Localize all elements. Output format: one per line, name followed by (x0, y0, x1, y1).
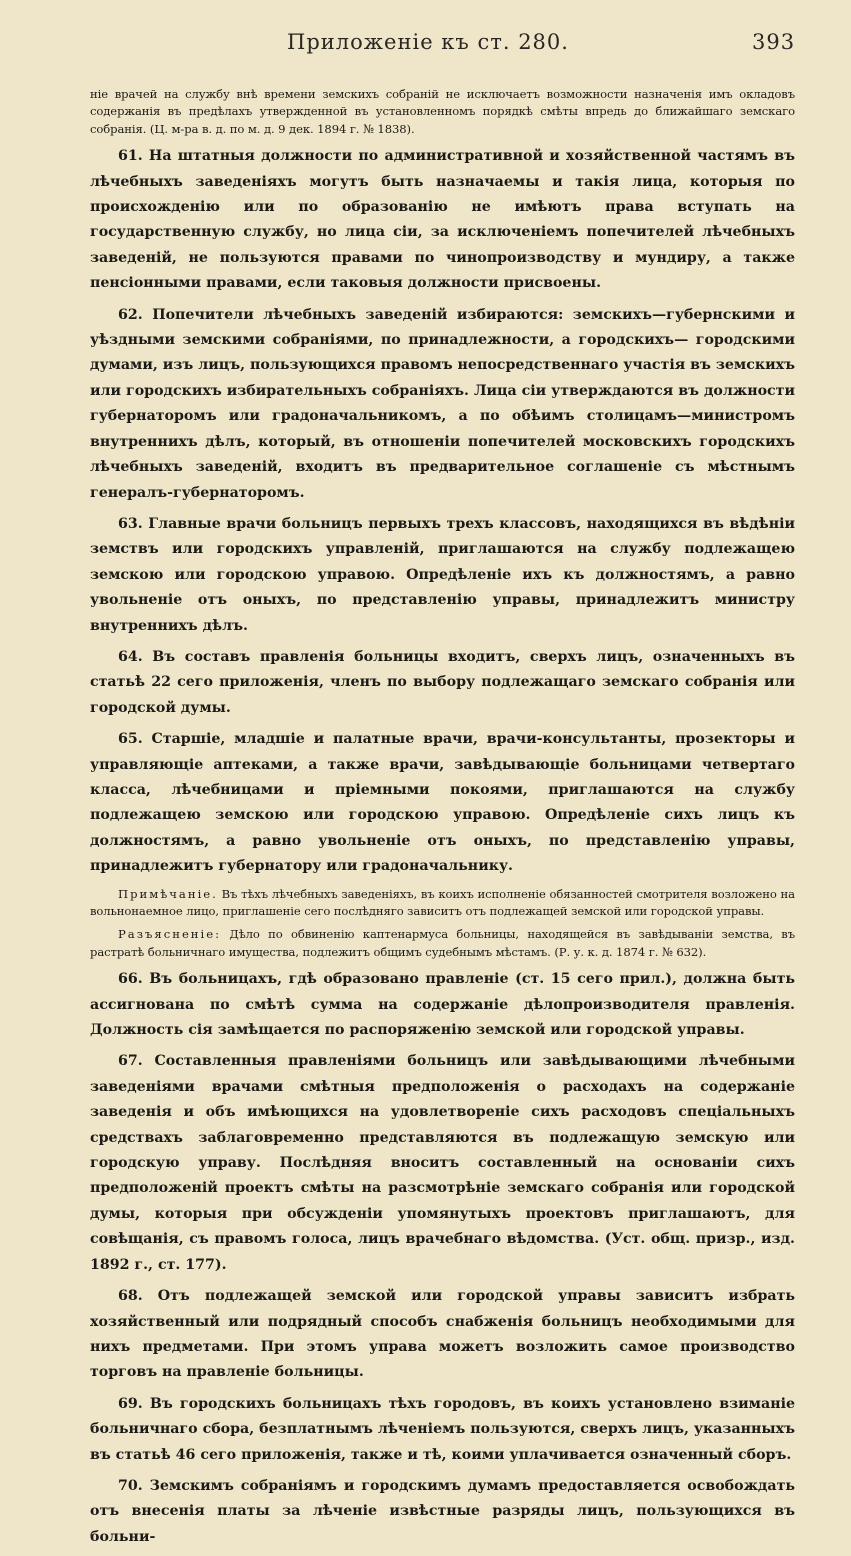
article-number: 69. (118, 1395, 143, 1412)
article-66 (90, 967, 795, 1043)
article-61 (90, 144, 795, 296)
article-62 (90, 303, 795, 506)
note-text: Въ тѣхъ лѣчебныхъ заведеніяхъ, въ коихъ исполненіе обязанностей смотрителя возложено на вольнонаемное лицо, приглашеніе сего послѣдняго зависитъ отъ подлежащей земской или городской управы. (90, 886, 795, 918)
running-title: Приложеніе къ ст. 280. (287, 30, 569, 54)
article-text: Составленныя правленіями больницъ или завѣдывающими лѣчебными заведеніями врачами смѣтныя предположенія о расходахъ на содержаніе заведенія и объ имѣющихся на удовлетвореніе сихъ расходовъ спеціальныхъ средствахъ заблаговременно представляются въ подлежащую земскую или городскую управу. Послѣдняя вноситъ составленный на основаніи сихъ предположеній проектъ смѣты на разсмотрѣніе земскаго собранія или городской думы, которыя при обсужденіи упомянутыхъ проектовъ приглашаютъ, для совѣщанія, съ правомъ голоса, лицъ врачебнаго вѣдомства. (Уст. общ. призр., изд. 1892 г., ст. 177). (90, 1053, 795, 1273)
article-number: 70. (118, 1477, 143, 1494)
article-text: Въ больницахъ, гдѣ образовано правленіе (ст. 15 сего прил.), должна быть ассигнована по смѣтѣ сумма на содержаніе дѣлопроизводителя правленія. Должность сія замѣщается по распоряженію земской или городской управы. (90, 971, 795, 1039)
page-body (90, 86, 795, 1556)
article-number: 61. (118, 148, 143, 165)
paragraph-continuation (90, 86, 795, 138)
article-text: Земскимъ собраніямъ и городскимъ думамъ предоставляется освобождать отъ внесенія платы за лѣченіе извѣстные разряды лицъ, пользующихся въ больни- (90, 1477, 795, 1545)
note-razyasnenie (90, 926, 795, 961)
running-header (0, 30, 851, 64)
article-number: 65. (118, 731, 143, 748)
article-number: 67. (118, 1053, 143, 1070)
article-number: 63. (118, 515, 143, 532)
article-number: 64. (118, 648, 143, 665)
article-text: Въ составъ правленія больницы входитъ, сверхъ лицъ, означенныхъ въ статьѣ 22 сего приложенія, членъ по выбору подлежащаго земскаго собранія или городской думы. (90, 648, 795, 716)
note-text: Дѣло по обвиненію каптенармуса больницы, находящейся въ завѣдываніи земства, въ растратѣ больничнаго имущества, подлежитъ общимъ судебнымъ мѣстамъ. (Р. у. к. д. 1874 г. № 632). (90, 927, 795, 959)
article-68 (90, 1284, 795, 1386)
note-label: Примѣчаніе. (118, 886, 218, 901)
article-number: 62. (118, 306, 143, 323)
article-text: Старшіе, младшіе и палатные врачи, врачи-консультанты, прозекторы и управляющіе аптеками, а также врачи, завѣдывающіе больницами четвертаго класса, лѣчебницами и пріемными покоями, приглашаются на службу подлежащею земскою или городскою управою. Опредѣленіе сихъ лицъ къ должностямъ, а равно увольненіе отъ оныхъ, по представленію управы, принадлежитъ губернатору или градоначальнику. (90, 731, 795, 875)
article-number: 66. (118, 971, 143, 988)
article-text: На штатныя должности по административной и хозяйственной частямъ въ лѣчебныхъ заведеніяхъ могутъ быть назначаемы и такія лица, которыя по происхожденію или по образованію не имѣютъ права вступать на государственную службу, но лица сіи, за исключеніемъ попечителей лѣчебныхъ заведеній, не пользуются правами по чинопроизводству и мундиру, а также пенсіонными правами, если таковыя должности присвоены. (90, 148, 795, 292)
paragraph-text: ніе врачей на службу внѣ времени земскихъ собраній не исключаетъ возможности назначенія имъ окладовъ содержанія въ предѣлахъ утвержденной въ установленномъ порядкѣ смѣты впредь до ближайшаго земскаго собранія. (Ц. м-ра в. д. по м. д. 9 дек. 1894 г. № 1838). (90, 87, 795, 136)
article-text: Попечители лѣчебныхъ заведеній избираются: земскихъ—губернскими и уѣздными земскими собраніями, по принадлежности, а городскихъ— городскими думами, изъ лицъ, пользующихся правомъ непосредственнаго участія въ земскихъ или городскихъ избирательныхъ собраніяхъ. Лица сіи утверждаются въ должности губернаторомъ или градоначальникомъ, а по обѣимъ столицамъ—министромъ внутреннихъ дѣлъ, который, въ отношеніи попечителей московскихъ городскихъ лѣчебныхъ заведеній, входитъ въ предварительное соглашеніе съ мѣстнымъ генералъ-губернаторомъ. (90, 306, 795, 501)
article-64 (90, 645, 795, 721)
article-63 (90, 512, 795, 639)
article-number: 68. (118, 1288, 143, 1305)
article-text: Въ городскихъ больницахъ тѣхъ городовъ, въ коихъ установлено взиманіе больничнаго сбора, безплатнымъ лѣченіемъ пользуются, сверхъ лицъ, указанныхъ въ статьѣ 46 сего приложенія, также и тѣ, коими уплачивается означенный сборъ. (90, 1395, 795, 1463)
article-text: Главные врачи больницъ первыхъ трехъ классовъ, находящихся въ вѣдѣніи земствъ или городскихъ управленій, приглашаются на службу подлежащею земскою или городскою управою. Опредѣленіе ихъ къ должностямъ, а равно увольненіе отъ оныхъ, по представленію управы, принадлежитъ министру внутреннихъ дѣлъ. (90, 515, 795, 634)
article-70 (90, 1474, 795, 1550)
article-69 (90, 1392, 795, 1468)
article-text: Отъ подлежащей земской или городской управы зависитъ избрать хозяйственный или подрядный способъ снабженія больницъ необходимыми для нихъ предметами. При этомъ управа можетъ возложить самое производство торговъ на правленіе больницы. (90, 1288, 795, 1381)
article-65 (90, 727, 795, 879)
page-number: 393 (752, 30, 796, 54)
note-label: Разъясненіе: (118, 927, 222, 942)
note-primechanie (90, 886, 795, 921)
article-67 (90, 1049, 795, 1278)
